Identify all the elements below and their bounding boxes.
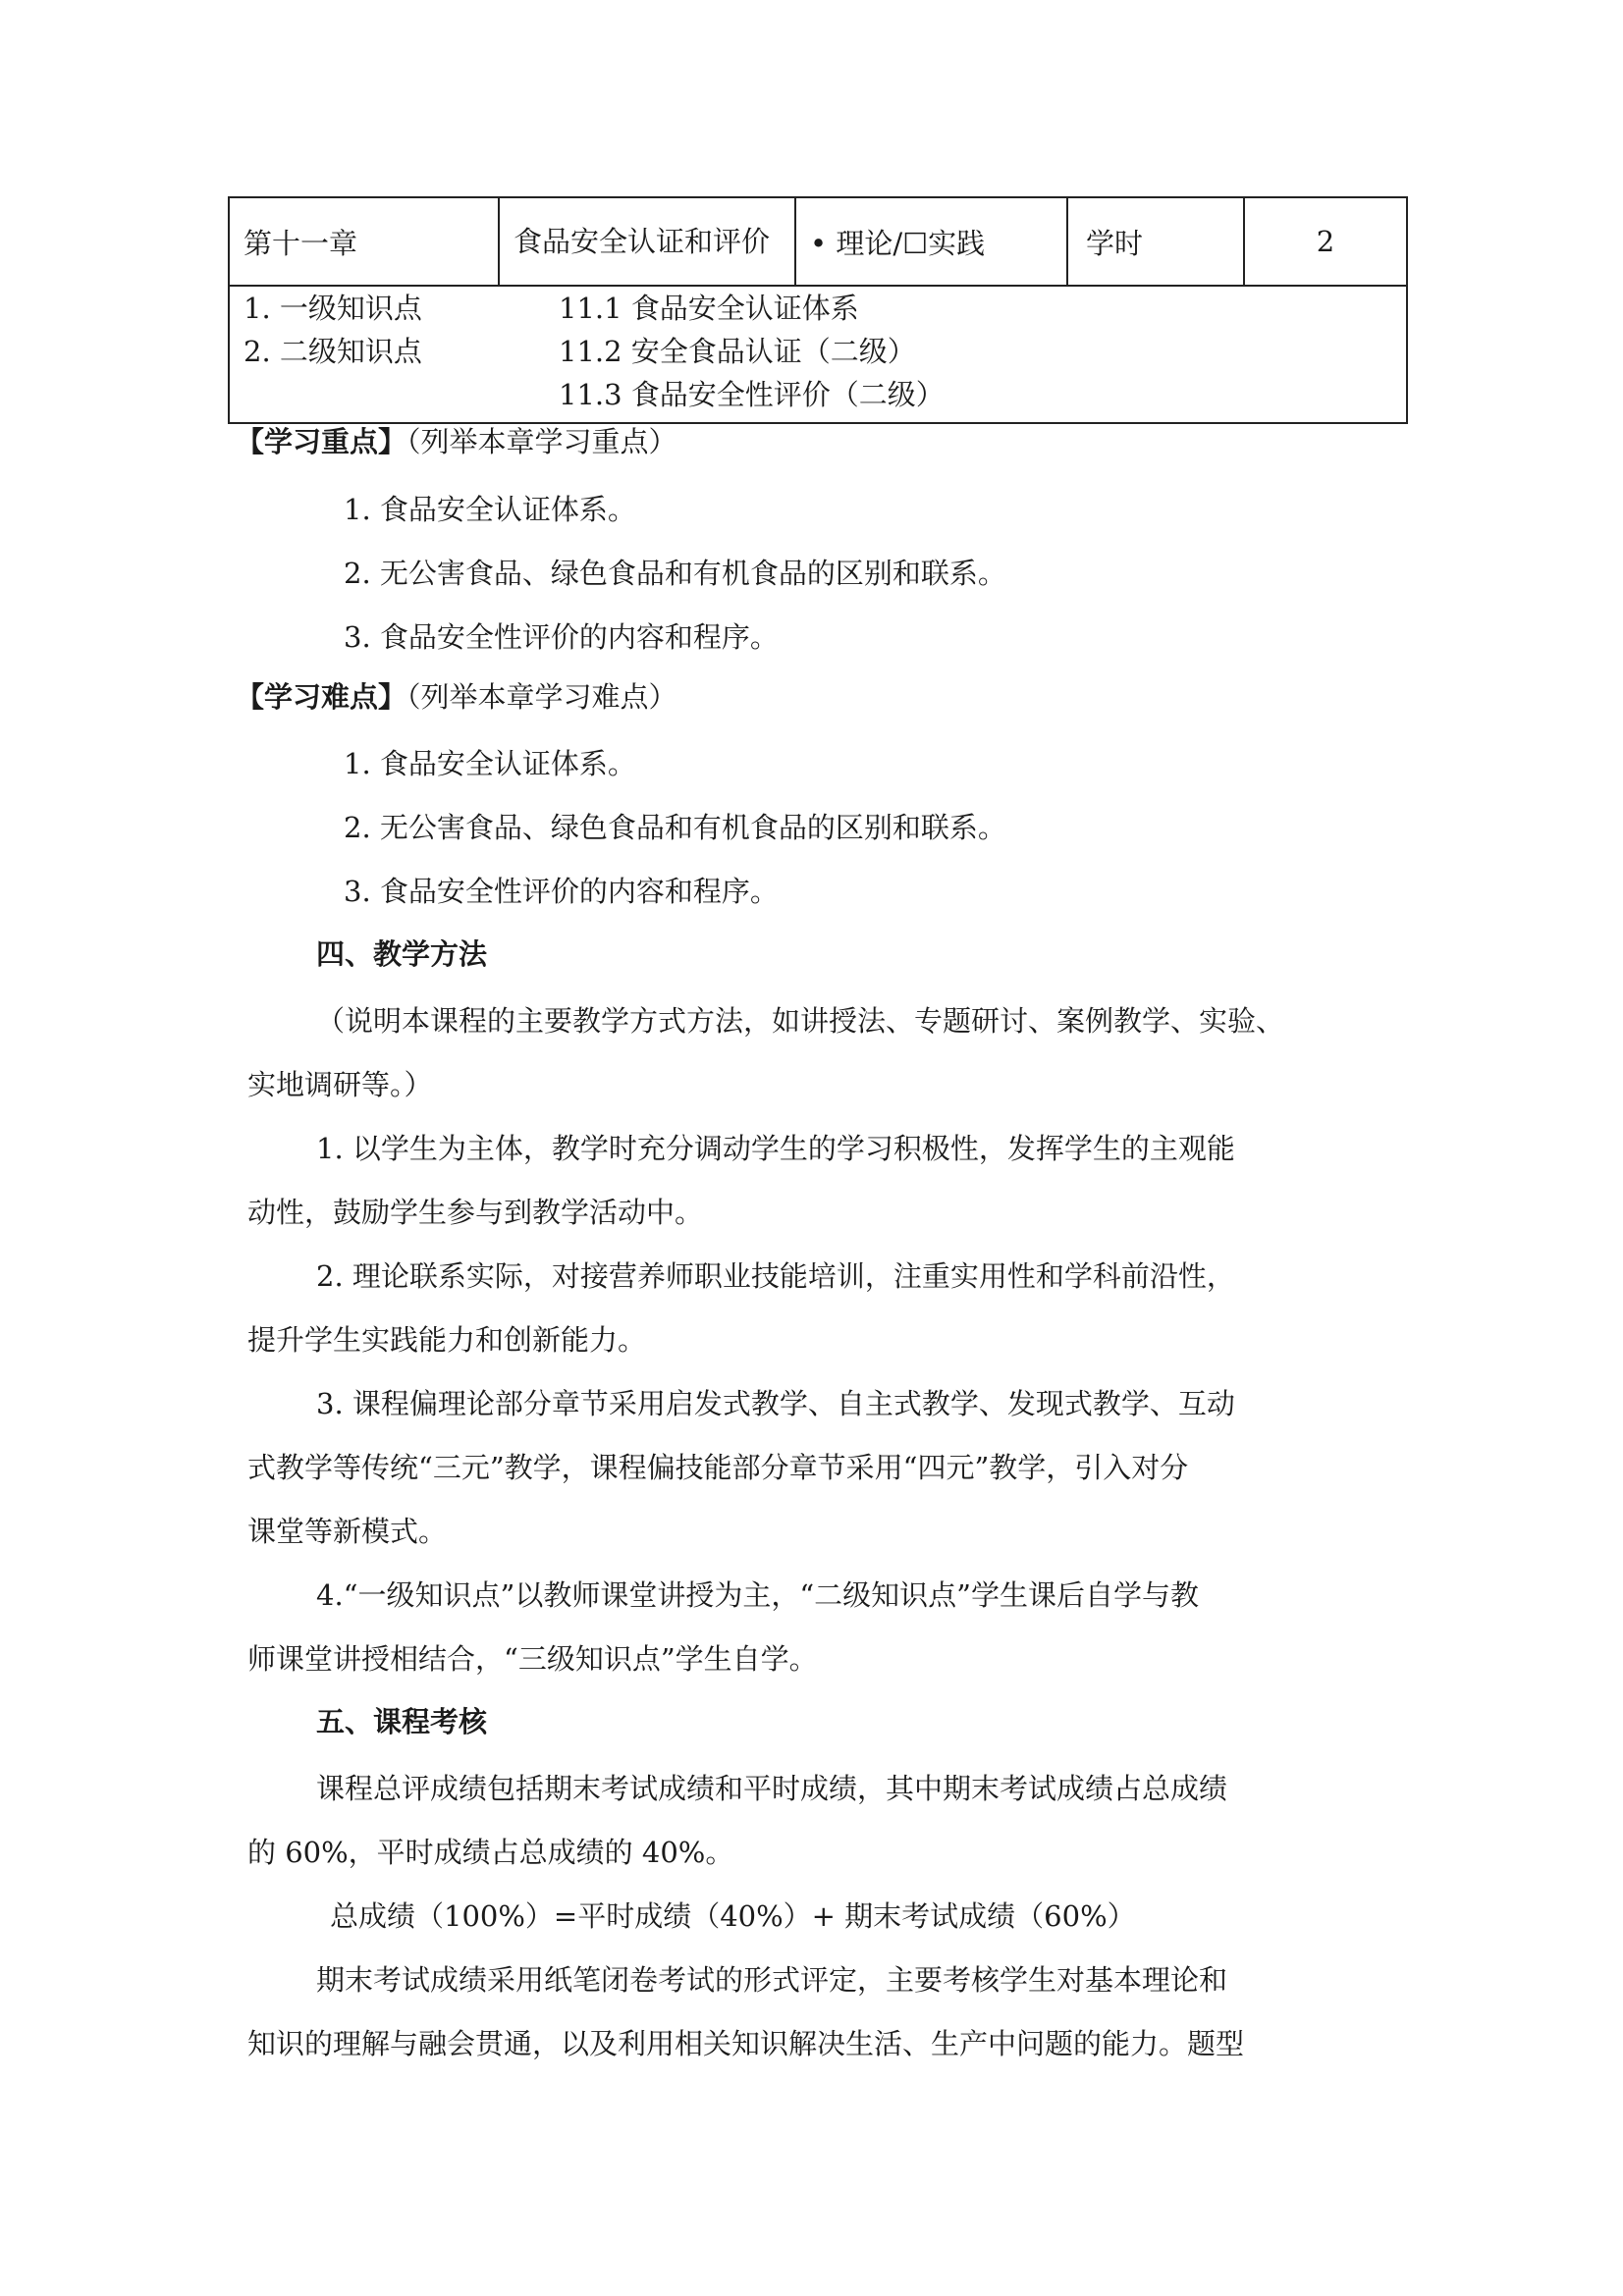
key-points-note: （列举本章学习重点） [406, 425, 677, 458]
difficult-point-item: 1. 食品安全认证体系。 [344, 747, 636, 780]
section-4-line: 师课堂讲授相结合，“三级知识点”学生自学。 [247, 1642, 818, 1676]
difficult-points-heading [236, 675, 677, 719]
section-5-line: 知识的理解与融会贯通，以及利用相关知识解决生活、生产中问题的能力。题型 [247, 2027, 1245, 2060]
section-5-line: 期末考试成绩采用纸笔闭卷考试的形式评定，主要考核学生对基本理论和 [316, 1963, 1228, 1997]
key-point-item: 1. 食品安全认证体系。 [344, 493, 636, 526]
section-5-line: 的 60%，平时成绩占总成绩的 40%。 [247, 1836, 734, 1869]
difficult-points-note: （列举本章学习难点） [406, 680, 677, 714]
level-1-label: 1. 一级知识点 [243, 292, 422, 325]
key-point-item: 2. 无公害食品、绿色食品和有机食品的区别和联系。 [344, 557, 1006, 590]
key-points-title: 【学习重点】 [236, 425, 407, 458]
chapter-type: • 理论/☐实践 [795, 197, 1067, 286]
chapter-table [228, 196, 1408, 424]
section-4-line: 式教学等传统“三元”教学，课程偏技能部分章节采用“四元”教学，引入对分 [247, 1451, 1189, 1484]
section-4-line: 实地调研等。） [247, 1068, 433, 1101]
section-4-line: 动性，鼓励学生参与到教学活动中。 [247, 1196, 704, 1229]
chapter-title: 食品安全认证和评价 [499, 197, 795, 286]
section-4-line: 课堂等新模式。 [247, 1515, 448, 1548]
knowledge-item: 11.2 安全食品认证（二级） [559, 335, 916, 368]
key-point-item: 3. 食品安全性评价的内容和程序。 [344, 620, 779, 654]
chapter-number: 第十一章 [229, 197, 499, 286]
section-4-line: 1. 以学生为主体，教学时充分调动学生的学习积极性，发挥学生的主观能 [316, 1132, 1235, 1165]
section-5-line: 课程总评成绩包括期末考试成绩和平时成绩，其中期末考试成绩占总成绩 [316, 1772, 1228, 1805]
hours-value: 2 [1244, 197, 1407, 286]
section-5-heading: 五、课程考核 [316, 1705, 488, 1738]
section-4-line: 2. 理论联系实际，对接营养师职业技能培训，注重实用性和学科前沿性， [316, 1259, 1235, 1293]
difficult-point-item: 2. 无公害食品、绿色食品和有机食品的区别和联系。 [344, 811, 1006, 844]
section-4-line: 提升学生实践能力和创新能力。 [247, 1323, 647, 1357]
knowledge-item: 11.1 食品安全认证体系 [559, 292, 859, 325]
key-points-heading [236, 420, 677, 463]
difficult-point-item: 3. 食品安全性评价的内容和程序。 [344, 875, 779, 908]
level-2-label: 2. 二级知识点 [243, 335, 422, 368]
section-4-heading: 四、教学方法 [316, 937, 488, 971]
section-4-line: 4.“一级知识点”以教师课堂讲授为主，“二级知识点”学生课后自学与教 [316, 1578, 1199, 1612]
knowledge-item: 11.3 食品安全性评价（二级） [559, 378, 945, 411]
section-4-line: 3. 课程偏理论部分章节采用启发式教学、自主式教学、发现式教学、互动 [316, 1387, 1235, 1420]
hours-label: 学时 [1067, 197, 1244, 286]
section-4-line: （说明本课程的主要教学方式方法，如讲授法、专题研讨、案例教学、实验、 [316, 1004, 1285, 1038]
section-5-formula: 总成绩（100%）=平时成绩（40%）+ 期末考试成绩（60%） [330, 1899, 1136, 1933]
difficult-points-title: 【学习难点】 [236, 680, 407, 714]
knowledge-points-cell [229, 286, 1407, 423]
